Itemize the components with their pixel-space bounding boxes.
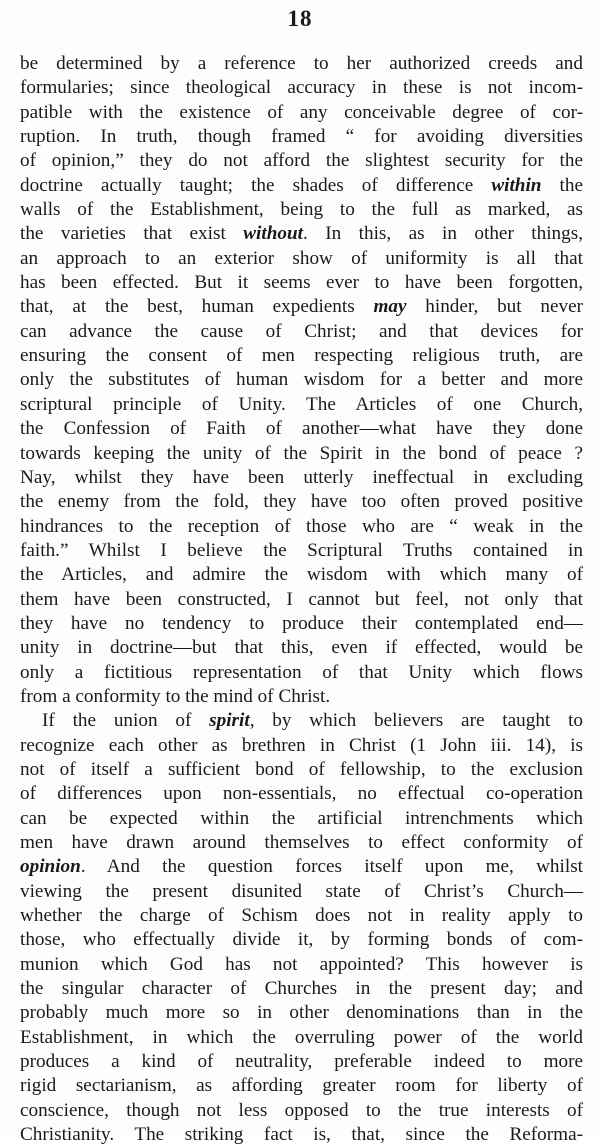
text-line xyxy=(20,1074,583,1098)
text-run: whether the charge of Schism does not in reality apply to xyxy=(20,905,583,927)
text-run: hinder, but never xyxy=(406,296,583,318)
text-line xyxy=(20,174,583,198)
text-run: recognize each other as brethren in Christ (1 John iii. 14), is xyxy=(20,734,583,756)
text-run: the enemy from the fold, they have too often proved positive xyxy=(20,491,583,513)
text-line xyxy=(20,490,583,514)
text-run: . In this, as in other things, xyxy=(302,223,583,245)
text-run: the varieties that exist xyxy=(20,223,244,245)
text-line xyxy=(20,1050,583,1074)
text-line xyxy=(20,539,583,563)
text-line xyxy=(20,782,583,806)
text-run: If the union of xyxy=(42,710,210,732)
text-run: not of itself a sufficient bond of fellowship, to the exclusion xyxy=(20,758,583,780)
text-run: has been effected. But it seems ever to have been forgotten, xyxy=(20,272,583,294)
text-run: the xyxy=(541,174,583,196)
text-run: the singular character of Churches in the present day; and xyxy=(20,978,583,1000)
text-line xyxy=(20,442,583,466)
text-line xyxy=(20,1001,583,1025)
text-run: towards keeping the unity of the Spirit in the bond of peace ? xyxy=(20,442,583,464)
text-line xyxy=(20,685,583,709)
text-run: Christianity. The striking fact is, that, since the Reforma- xyxy=(20,1124,583,1146)
text-run: , by which believers are taught to xyxy=(249,710,583,732)
text-line xyxy=(20,661,583,685)
text-run: faith.” Whilst I believe the Scriptural Truths contained in xyxy=(20,539,583,561)
text-line xyxy=(20,368,583,392)
text-line xyxy=(20,807,583,831)
page-body-text xyxy=(20,52,583,1147)
text-run: an approach to an exterior show of uniformity is all that xyxy=(20,247,583,269)
text-line xyxy=(20,101,583,125)
text-line xyxy=(20,1026,583,1050)
text-run: only the substitutes of human wisdom for a better and more xyxy=(20,369,583,391)
text-line xyxy=(20,734,583,758)
text-run: munion which God has not appointed? This however is xyxy=(20,953,583,975)
text-run: scriptural principle of Unity. The Articles of one Church, xyxy=(20,393,583,415)
text-run: those, who effectually divide it, by forming bonds of com- xyxy=(20,929,583,951)
text-run: of opinion,” they do not afford the slightest security for the xyxy=(20,150,583,172)
text-run: them have been constructed, I cannot but feel, not only that xyxy=(20,588,583,610)
emphasis-text: within xyxy=(491,174,542,196)
text-line xyxy=(20,1123,583,1147)
text-line xyxy=(20,417,583,441)
text-run: . And the question forces itself upon me, whilst xyxy=(80,856,583,878)
text-line xyxy=(20,198,583,222)
text-run: can be expected within the artificial intrenchments which xyxy=(20,807,583,829)
text-run: produces a kind of neutrality, preferable indeed to more xyxy=(20,1051,583,1073)
text-line xyxy=(20,247,583,271)
text-line xyxy=(20,1099,583,1123)
text-run: viewing the present disunited state of Christ’s Church— xyxy=(20,880,583,902)
text-run: ensuring the consent of men respecting religious truth, are xyxy=(20,345,583,367)
text-line xyxy=(20,758,583,782)
emphasis-text: spirit xyxy=(209,710,250,732)
text-run: can advance the cause of Christ; and that devices for xyxy=(20,320,583,342)
text-run: the Confession of Faith of another—what have they done xyxy=(20,418,583,440)
text-line xyxy=(20,709,583,733)
text-line xyxy=(20,588,583,612)
text-run: that, at the best, human expedients xyxy=(20,296,374,318)
text-line xyxy=(20,466,583,490)
text-line xyxy=(20,344,583,368)
text-run: ruption. In truth, though framed “ for avoiding diversities xyxy=(20,126,583,148)
text-run: they have no tendency to produce their contemplated end— xyxy=(20,612,583,634)
text-line xyxy=(20,52,583,76)
text-line xyxy=(20,295,583,319)
text-line xyxy=(20,393,583,417)
text-run: patible with the existence of any conceivable degree of cor- xyxy=(20,101,583,123)
text-line xyxy=(20,953,583,977)
text-line xyxy=(20,928,583,952)
text-run: conscience, though not less opposed to the true interests of xyxy=(20,1099,583,1121)
text-line xyxy=(20,563,583,587)
text-run: hindrances to the reception of those who are “ weak in the xyxy=(20,515,583,537)
text-run: probably much more so in other denominations than in the xyxy=(20,1002,583,1024)
text-run: the Articles, and admire the wisdom with which many of xyxy=(20,564,583,586)
text-line xyxy=(20,880,583,904)
text-run: doctrine actually taught; the shades of difference xyxy=(20,174,492,196)
text-run: men have drawn around themselves to effect conformity of xyxy=(20,832,583,853)
emphasis-text: without xyxy=(243,223,303,245)
page-number: 18 xyxy=(287,6,313,31)
text-line xyxy=(20,831,583,855)
text-run: walls of the Establishment, being to the full as marked, as xyxy=(20,199,583,221)
text-line xyxy=(20,636,583,660)
text-run: Nay, whilst they have been utterly ineffectual in excluding xyxy=(20,466,583,488)
text-line xyxy=(20,76,583,100)
text-run: formularies; since theological accuracy in these is not incom- xyxy=(20,77,583,99)
text-run: only a fictitious representation of that Unity which flows xyxy=(20,661,583,683)
text-line xyxy=(20,855,583,879)
text-line xyxy=(20,612,583,636)
text-line xyxy=(20,515,583,539)
text-run: Establishment, in which the overruling power of the world xyxy=(20,1026,583,1048)
emphasis-text: opinion xyxy=(20,856,81,878)
emphasis-text: may xyxy=(373,296,407,318)
text-run: rigid sectarianism, as affording greater room for liberty of xyxy=(20,1075,583,1097)
text-run: be determined by a reference to her authorized creeds and xyxy=(20,53,583,74)
text-line xyxy=(20,977,583,1001)
text-line xyxy=(20,904,583,928)
text-run: of differences upon non-essentials, no effectual co-operation xyxy=(20,783,583,805)
text-line xyxy=(20,125,583,149)
text-run: unity in doctrine—but that this, even if effected, would be xyxy=(20,637,583,659)
text-line xyxy=(20,222,583,246)
text-line xyxy=(20,320,583,344)
text-line xyxy=(20,149,583,173)
text-run: from a conformity to the mind of Christ. xyxy=(20,685,331,707)
text-line xyxy=(20,271,583,295)
